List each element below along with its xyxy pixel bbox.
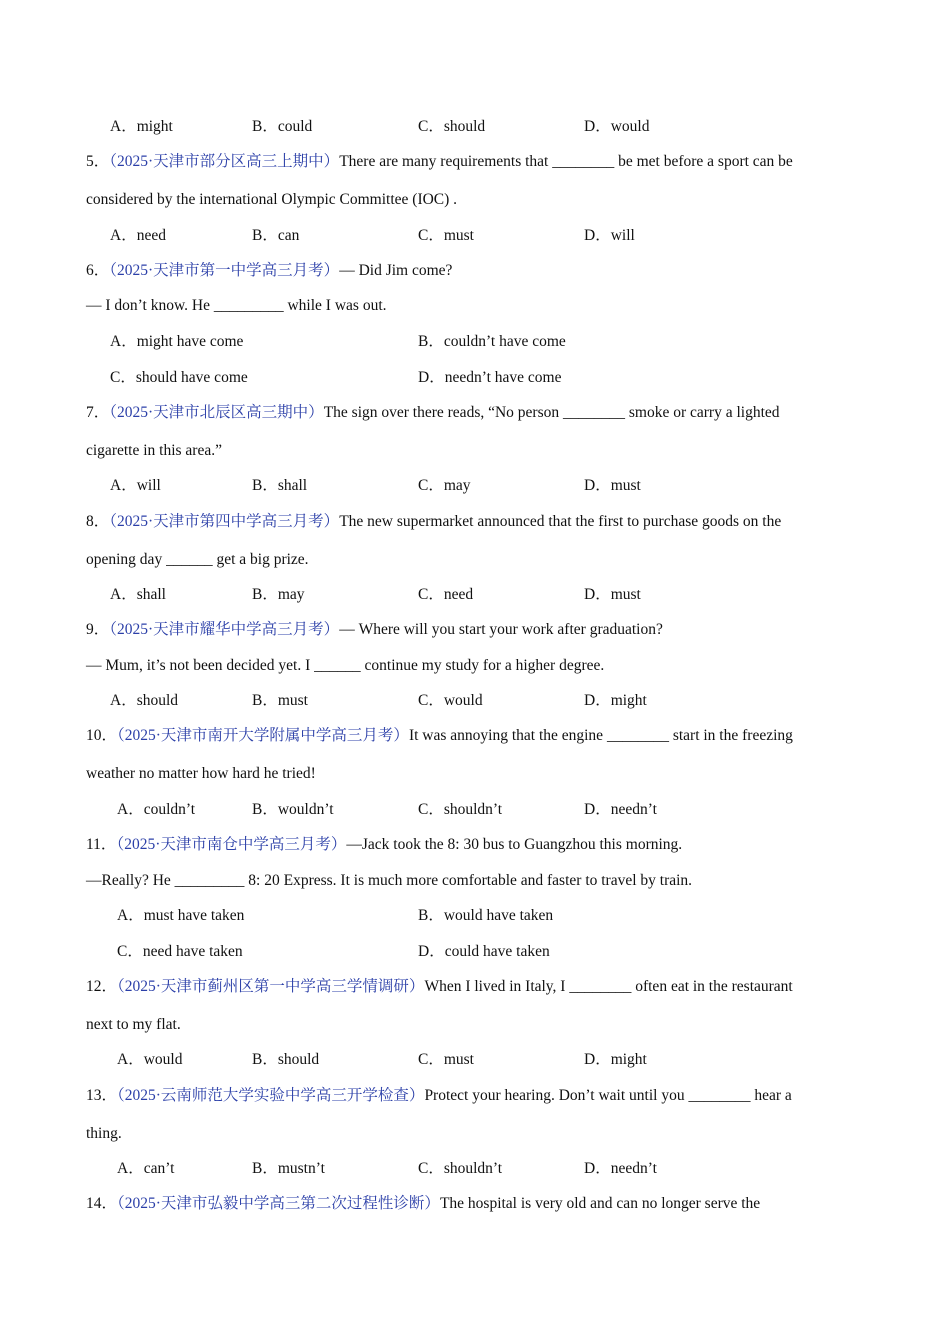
q5-option-d: D．will: [584, 227, 635, 244]
q4-option-a: A．might: [110, 118, 173, 135]
q7-stem: [86, 403, 780, 423]
q5-option-b: B．can: [252, 227, 300, 244]
question-number: 14．: [86, 1195, 118, 1212]
q11-option-c: C．need have taken: [117, 943, 243, 960]
question-text: — Did Jim come?: [339, 262, 453, 279]
q11-option-b: B．would have taken: [418, 907, 554, 924]
q13-option-c: C．shouldn’t: [418, 1160, 503, 1177]
question-number: 7．: [86, 404, 110, 421]
question-text: There are many requirements that ________ be met before a sport can be: [339, 153, 793, 170]
question-source: （2025·天津市南仓中学高三月考）: [116, 836, 347, 853]
q10-stem: [86, 726, 793, 746]
q12-option-b: B．should: [252, 1051, 320, 1068]
q6-stem: [86, 261, 452, 281]
q8-stem: [86, 512, 781, 532]
q9-option-d: D．might: [584, 692, 647, 709]
q11-stem: [86, 835, 682, 855]
q14-stem: [86, 1194, 760, 1214]
q6-option-c: C．should have come: [110, 369, 248, 386]
q10-option-d: D．needn’t: [584, 801, 657, 818]
q7-stem-cont: cigarette in this area.”: [86, 442, 222, 459]
q4-option-b: B．could: [252, 118, 313, 135]
question-number: 10．: [86, 727, 118, 744]
q12-stem: [86, 977, 793, 997]
question-source: （2025·天津市弘毅中学高三第二次过程性诊断）: [117, 1195, 440, 1212]
question-source: （2025·天津市南开大学附属中学高三月考）: [117, 727, 409, 744]
q11-option-a: A．must have taken: [117, 907, 245, 924]
q4-option-c: C．should: [418, 118, 486, 135]
q13-option-a: A．can’t: [117, 1160, 175, 1177]
q13-option-d: D．needn’t: [584, 1160, 657, 1177]
question-number: 9．: [86, 621, 110, 638]
q8-option-b: B．may: [252, 586, 305, 603]
q8-stem-cont: opening day ______ get a big prize.: [86, 551, 309, 568]
q7-option-b: B．shall: [252, 477, 308, 494]
q12-option-c: C．must: [418, 1051, 474, 1068]
q6-option-a: A．might have come: [110, 333, 244, 350]
q13-stem-cont: thing.: [86, 1125, 122, 1142]
q5-stem-cont: considered by the international Olympic Committee (IOC) .: [86, 191, 458, 208]
q7-option-c: C．may: [418, 477, 471, 494]
q10-option-b: B．wouldn’t: [252, 801, 334, 818]
q9-option-a: A．should: [110, 692, 179, 709]
q7-option-d: D．must: [584, 477, 641, 494]
question-number: 8．: [86, 513, 110, 530]
q12-option-d: D．might: [584, 1051, 647, 1068]
question-source: （2025·天津市耀华中学高三月考）: [109, 621, 340, 638]
q13-option-b: B．mustn’t: [252, 1160, 325, 1177]
q6-stem-cont: — I don’t know. He _________ while I was out.: [86, 297, 387, 314]
question-source: （2025·云南师范大学实验中学高三开学检查）: [117, 1087, 425, 1104]
question-text: The hospital is very old and can no longer serve the: [439, 1195, 761, 1212]
q4-option-d: D．would: [584, 118, 650, 135]
question-text: When I lived in Italy, I ________ often eat in the restaurant: [424, 978, 793, 995]
q13-stem: [86, 1086, 792, 1106]
q7-option-a: A．will: [110, 477, 161, 494]
q8-option-d: D．must: [584, 586, 641, 603]
question-number: 5．: [86, 153, 110, 170]
question-source: （2025·天津市第四中学高三月考）: [109, 513, 340, 530]
q9-stem: [86, 620, 663, 640]
question-number: 11．: [86, 836, 117, 853]
question-source: （2025·天津市蓟州区第一中学高三学情调研）: [117, 978, 425, 995]
question-number: 12．: [86, 978, 118, 995]
q10-option-c: C．shouldn’t: [418, 801, 503, 818]
q8-option-c: C．need: [418, 586, 474, 603]
question-text: The sign over there reads, “No person ________ smoke or carry a lighted: [323, 404, 780, 421]
question-text: —Jack took the 8: 30 bus to Guangzhou this morning.: [346, 836, 683, 853]
q12-stem-cont: next to my flat.: [86, 1016, 181, 1033]
q9-option-b: B．must: [252, 692, 308, 709]
q8-option-a: A．shall: [110, 586, 166, 603]
q6-option-d: D．needn’t have come: [418, 369, 562, 386]
q11-stem-cont: —Really? He _________ 8: 20 Express. It is much more comfortable and faster to travel by train.: [86, 872, 693, 889]
q5-option-a: A．need: [110, 227, 166, 244]
q5-stem: [86, 152, 793, 172]
q12-option-a: A．would: [117, 1051, 183, 1068]
question-text: — Where will you start your work after graduation?: [339, 621, 663, 638]
q10-option-a: A．couldn’t: [117, 801, 196, 818]
q9-option-c: C．would: [418, 692, 483, 709]
q9-stem-cont: — Mum, it’s not been decided yet. I ______ continue my study for a higher degree.: [86, 657, 605, 674]
q6-option-b: B．couldn’t have come: [418, 333, 566, 350]
question-text: The new supermarket announced that the first to purchase goods on the: [339, 513, 782, 530]
question-source: （2025·天津市北辰区高三期中）: [109, 404, 324, 421]
question-text: Protect your hearing. Don’t wait until you ________ hear a: [424, 1087, 792, 1104]
question-source: （2025·天津市第一中学高三月考）: [109, 262, 340, 279]
question-text: It was annoying that the engine ________ start in the freezing: [408, 727, 793, 744]
q10-stem-cont: weather no matter how hard he tried!: [86, 765, 316, 782]
question-number: 13．: [86, 1087, 118, 1104]
q5-option-c: C．must: [418, 227, 474, 244]
q11-option-d: D．could have taken: [418, 943, 550, 960]
question-number: 6．: [86, 262, 110, 279]
question-source: （2025·天津市部分区高三上期中）: [109, 153, 340, 170]
